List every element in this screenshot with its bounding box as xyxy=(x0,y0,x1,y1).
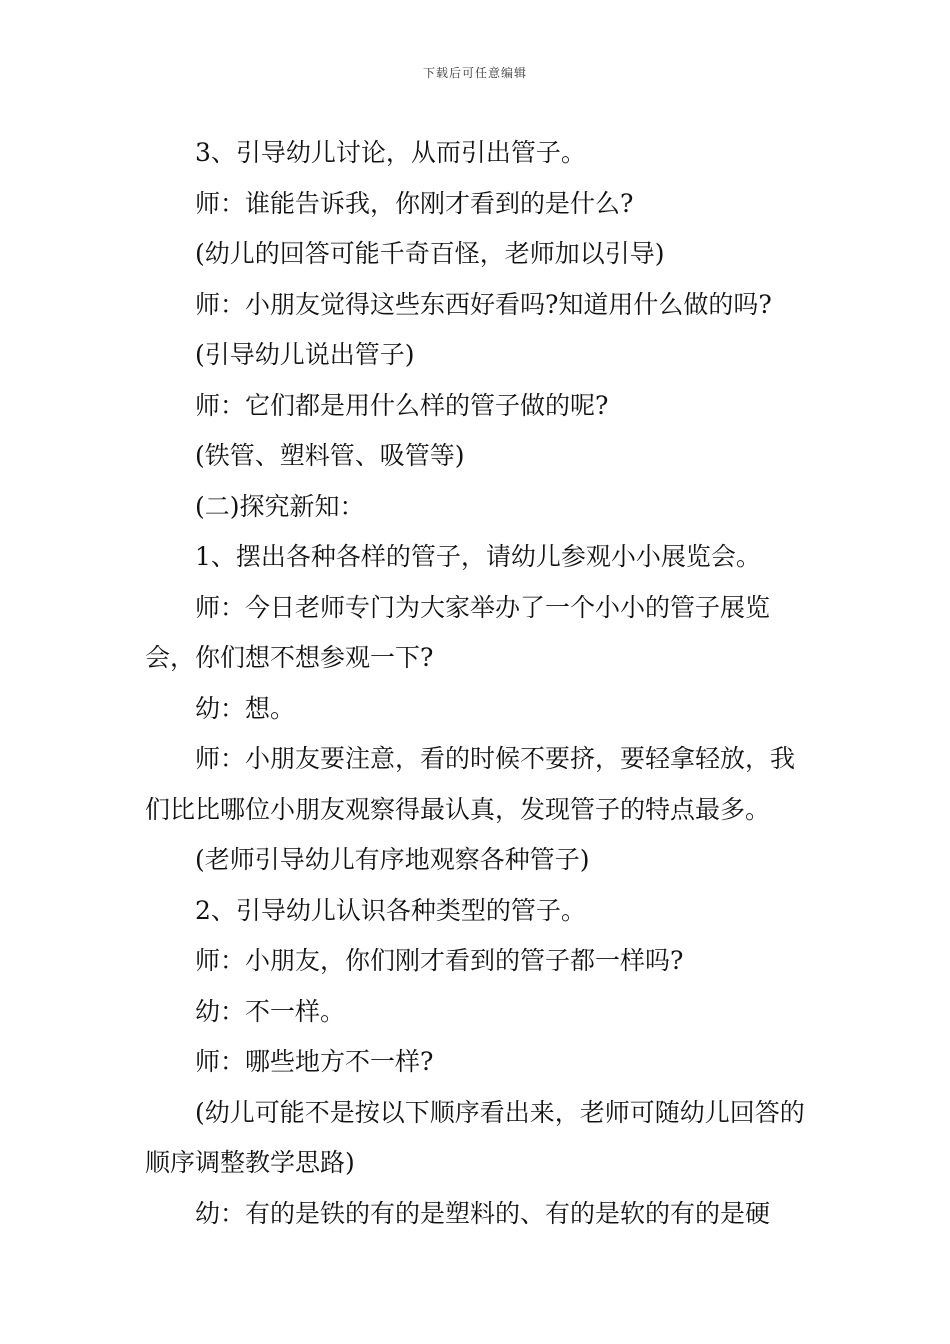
paragraph-19: 幼：有的是铁的有的是塑料的、有的是软的有的是硬 xyxy=(195,1198,771,1228)
paragraph-9: 1、摆出各种各样的管子，请幼儿参观小小展览会。 xyxy=(195,542,761,571)
paragraph-18: (幼儿可能不是按以下顺序看出来，老师可随幼儿回答的顺序调整教学思路) xyxy=(145,1097,805,1177)
paragraph-4: 师：小朋友觉得这些东西好看吗?知道用什么做的吗? xyxy=(195,289,772,319)
paragraph-3: (幼儿的回答可能千奇百怪，老师加以引导) xyxy=(195,239,665,268)
paragraph-14: 2、引导幼儿认识各种类型的管子。 xyxy=(195,895,586,925)
paragraph-16: 幼：不一样。 xyxy=(195,996,346,1026)
page-header: 下载后可任意编辑 xyxy=(422,66,527,80)
paragraph-7: (铁管、塑料管、吸管等) xyxy=(195,441,465,470)
paragraph-10: 师：今日老师专门为大家举办了一个小小的管子展览会，你们想不想参观一下? xyxy=(145,592,771,672)
paragraph-6: 师：它们都是用什么样的管子做的呢? xyxy=(195,390,609,420)
paragraph-11: 幼：想。 xyxy=(195,693,296,723)
paragraph-12: 师：小朋友要注意，看的时候不要挤，要轻拿轻放，我们比比哪位小朋友观察得最认真，发现管子的特点最多。 xyxy=(145,744,796,824)
paragraph-8: (二)探究新知： xyxy=(195,491,365,521)
paragraph-1: 3、引导幼儿讨论，从而引出管子。 xyxy=(195,138,586,167)
paragraph-2: 师：谁能告诉我，你刚才看到的是什么? xyxy=(195,188,634,218)
paragraph-5: (引导幼儿说出管子) xyxy=(195,340,415,369)
document-body xyxy=(145,128,810,1239)
paragraph-17: 师：哪些地方不一样? xyxy=(195,1047,434,1076)
paragraph-15: 师：小朋友，你们刚才看到的管子都一样吗? xyxy=(195,946,684,975)
paragraph-13: (老师引导幼儿有序地观察各种管子) xyxy=(195,845,590,874)
